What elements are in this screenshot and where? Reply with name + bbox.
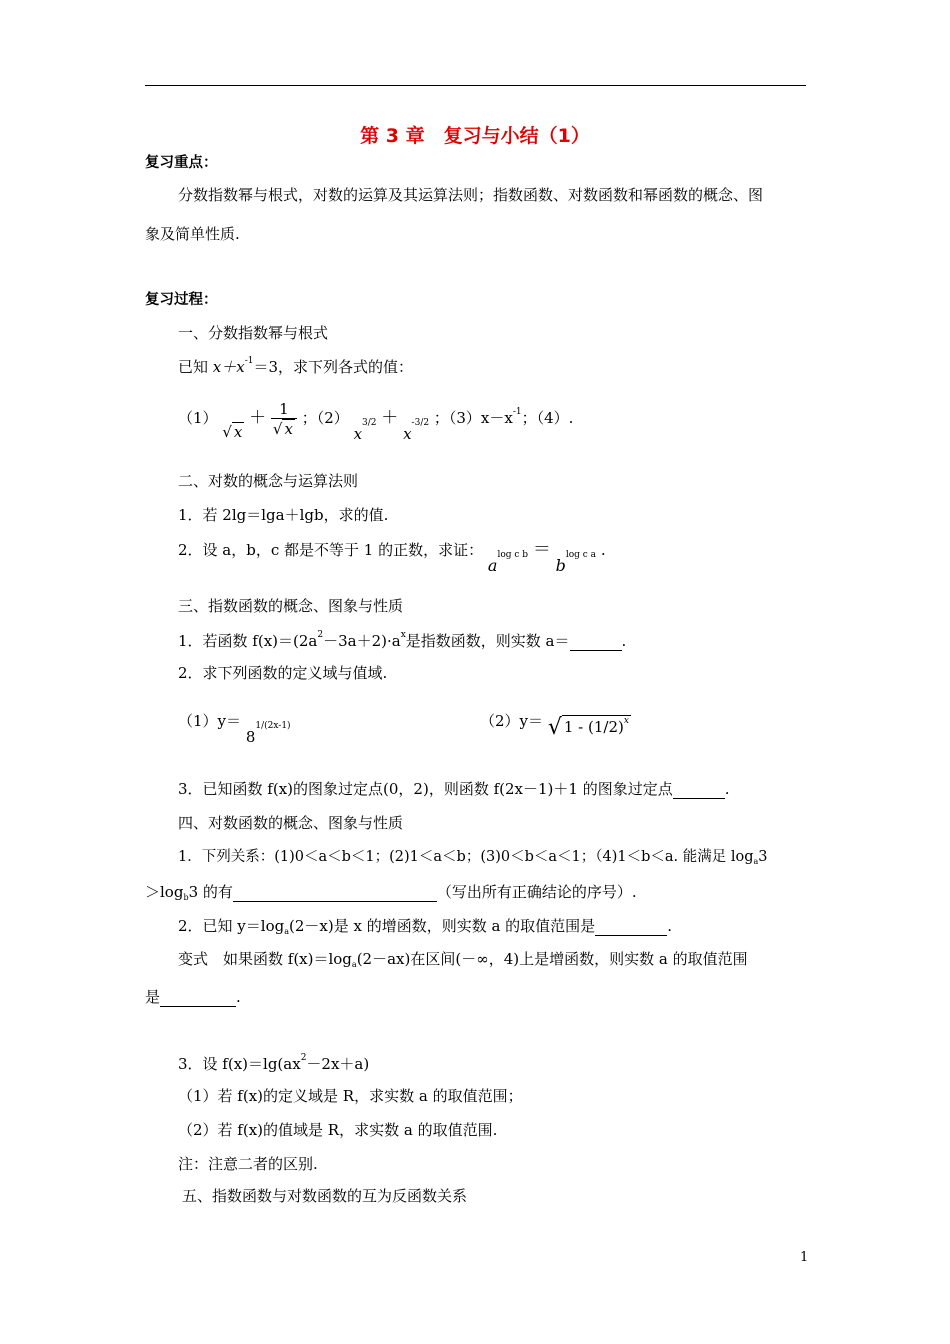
p4q2-sub: a: [284, 927, 289, 936]
item2-exp: 3/2: [362, 418, 377, 428]
item2-exp2: -3/2: [411, 418, 430, 428]
part4-q1-line2: [145, 883, 637, 903]
header-rule: [145, 85, 806, 86]
item1-num: 1: [271, 400, 297, 419]
q2-exp-b: log c a: [565, 550, 597, 560]
variant-line2: 是: [145, 988, 161, 1006]
p4q2-pre: 2．已知 y＝log: [178, 917, 285, 935]
part3-f2: （2）y＝ √ $1 - (1/2)^x$: [480, 712, 629, 740]
q2-text: 2．设 a，b，c 都是不等于 1 的正数，求证：: [178, 541, 484, 559]
answer-blank: [160, 988, 236, 1007]
given-suffix: ＝3，求下列各式的值：: [253, 358, 414, 376]
part4-q3-2: （2）若 f(x)的值域是 R，求实数 a 的取值范围.: [178, 1121, 498, 1139]
f2-label: （2）y＝: [480, 712, 544, 730]
part3-q3: [178, 780, 729, 799]
item1-plus: ＋: [249, 408, 267, 428]
part4-note: 注：注意二者的区别.: [178, 1155, 318, 1173]
q2-equals: ＝: [532, 539, 551, 560]
f1-label: （1）y＝: [178, 712, 242, 730]
p4q1-line2-sub: b: [183, 893, 189, 902]
f1-exp: 1/(2x-1): [255, 721, 291, 731]
p4q1-line2-pre: ＞log: [145, 883, 184, 901]
page-number: 1: [800, 1250, 809, 1265]
part1-given: [178, 356, 413, 376]
part3-q2: 2．求下列函数的定义域与值域.: [178, 664, 388, 682]
variant-sub: a: [351, 960, 357, 969]
p4q1-line2-end: （写出所有正确结论的序号）.: [436, 883, 637, 901]
part4-variant-line2: [145, 988, 241, 1007]
item3-exp: -1: [512, 407, 522, 417]
answer-blank: [570, 632, 622, 651]
item1-label: （1）: [178, 409, 218, 427]
part1-items: （1） √ x ＋ $\frac{1}{√ x}$ ；（2） $x^{3/2} + x^{-3/2}$ ；$(3)x-x^{-1}$；（4）.: [178, 400, 574, 443]
p3q3-end: .: [724, 780, 730, 798]
p3q1-mid: －3a＋2)·a: [323, 632, 401, 650]
part4-heading: 四、对数函数的概念、图象与性质: [178, 814, 404, 832]
p3q1-sup2: x: [400, 630, 406, 640]
p4q1-line2-mid: 3 的有: [188, 883, 233, 901]
given-prefix: 已知: [178, 358, 213, 376]
focus-line-2: 象及简单性质.: [145, 225, 240, 243]
item2-x2: x: [403, 425, 412, 443]
part2-q1: 1．若 2lg＝lga＋lgb，求的值.: [178, 506, 389, 524]
part2-heading: 二、对数的概念与运算法则: [178, 472, 359, 490]
given-exp: -1: [244, 356, 254, 366]
p4q2-mid: (2－x)是 x 的增函数，则实数 a 的取值范围是: [289, 917, 596, 935]
q2-base-b: b: [555, 556, 566, 575]
answer-blank: [233, 883, 437, 902]
p3q1-post: 是指数函数，则实数 a＝: [405, 632, 570, 650]
p3q1-end: .: [621, 632, 627, 650]
part3-heading: 三、指数函数的概念、图象与性质: [178, 597, 404, 615]
page-title: 第 3 章 复习与小结（1）: [360, 125, 590, 147]
part4-variant: [178, 950, 748, 970]
process-heading: 复习过程：: [145, 292, 218, 308]
given-expr: x＋x: [212, 358, 245, 376]
part3-q1: [178, 630, 626, 651]
item2-x: x: [353, 425, 363, 443]
variant-end: .: [236, 988, 241, 1006]
item2-plus: ＋: [381, 408, 399, 428]
variant-mid: (2－ax)在区间(－∞，4)上是增函数，则实数 a 的取值范围: [356, 950, 748, 968]
item2-label: ；（2）: [301, 409, 349, 427]
q2-exp-a: log c b: [497, 550, 529, 560]
p4q1-line1-sub: a: [753, 857, 759, 866]
p4q2-end: .: [667, 917, 672, 935]
q2-base-a: a: [487, 556, 498, 575]
f1-base: 8: [245, 728, 256, 746]
part4-q3-1: （1）若 f(x)的定义域是 R，求实数 a 的取值范围；: [178, 1087, 523, 1105]
part2-q2: [178, 539, 606, 575]
p4q3-pre: 3．设 f(x)＝lg(ax: [178, 1055, 301, 1073]
part4-q2: [178, 917, 672, 937]
focus-line-1: 分数指数幂与根式，对数的运算及其运算法则；指数函数、对数函数和幂函数的概念、图: [178, 186, 764, 204]
f2-inner: 1 - (1/2): [563, 718, 624, 736]
p4q3-sup: 2: [300, 1053, 307, 1063]
variant-pre: 变式 如果函数 f(x)＝log: [178, 950, 352, 968]
part5-heading: 五、指数函数与对数函数的互为反函数关系: [182, 1187, 468, 1205]
p4q1-line1-end: 3: [758, 849, 768, 865]
part3-f1: [178, 712, 291, 746]
p4q3-post: －2x＋a): [306, 1055, 370, 1073]
item1-fraction: $\frac{1}{√ x}$: [271, 400, 297, 438]
part4-q3: [178, 1053, 369, 1073]
answer-blank: [595, 917, 667, 936]
part1-heading: 一、分数指数幂与根式: [178, 324, 329, 342]
item4: ；（4）.: [521, 409, 574, 427]
p4q1-line1: 1．下列关系：(1)0＜a＜b＜1；(2)1＜a＜b；(3)0＜b＜a＜1；（4)1＜b＜a. 能满足 log: [178, 849, 754, 865]
p3q3-pre: 3．已知函数 f(x)的图象过定点(0，2)，则函数 f(2x－1)＋1 的图象过定点: [178, 780, 673, 798]
item1-sqrt-x: x: [233, 423, 243, 441]
q2-end: .: [600, 541, 606, 559]
item1-den: x: [284, 420, 293, 438]
p3q1-pre: 1．若函数 f(x)＝(2a: [178, 632, 318, 650]
f2-exp: x: [623, 716, 629, 726]
answer-blank: [673, 780, 725, 799]
p3q1-sup: 2: [317, 630, 324, 640]
part4-q1-line1: [178, 849, 768, 867]
item3: ；（3）x－x: [433, 409, 513, 427]
focus-heading: 复习重点：: [145, 155, 218, 171]
